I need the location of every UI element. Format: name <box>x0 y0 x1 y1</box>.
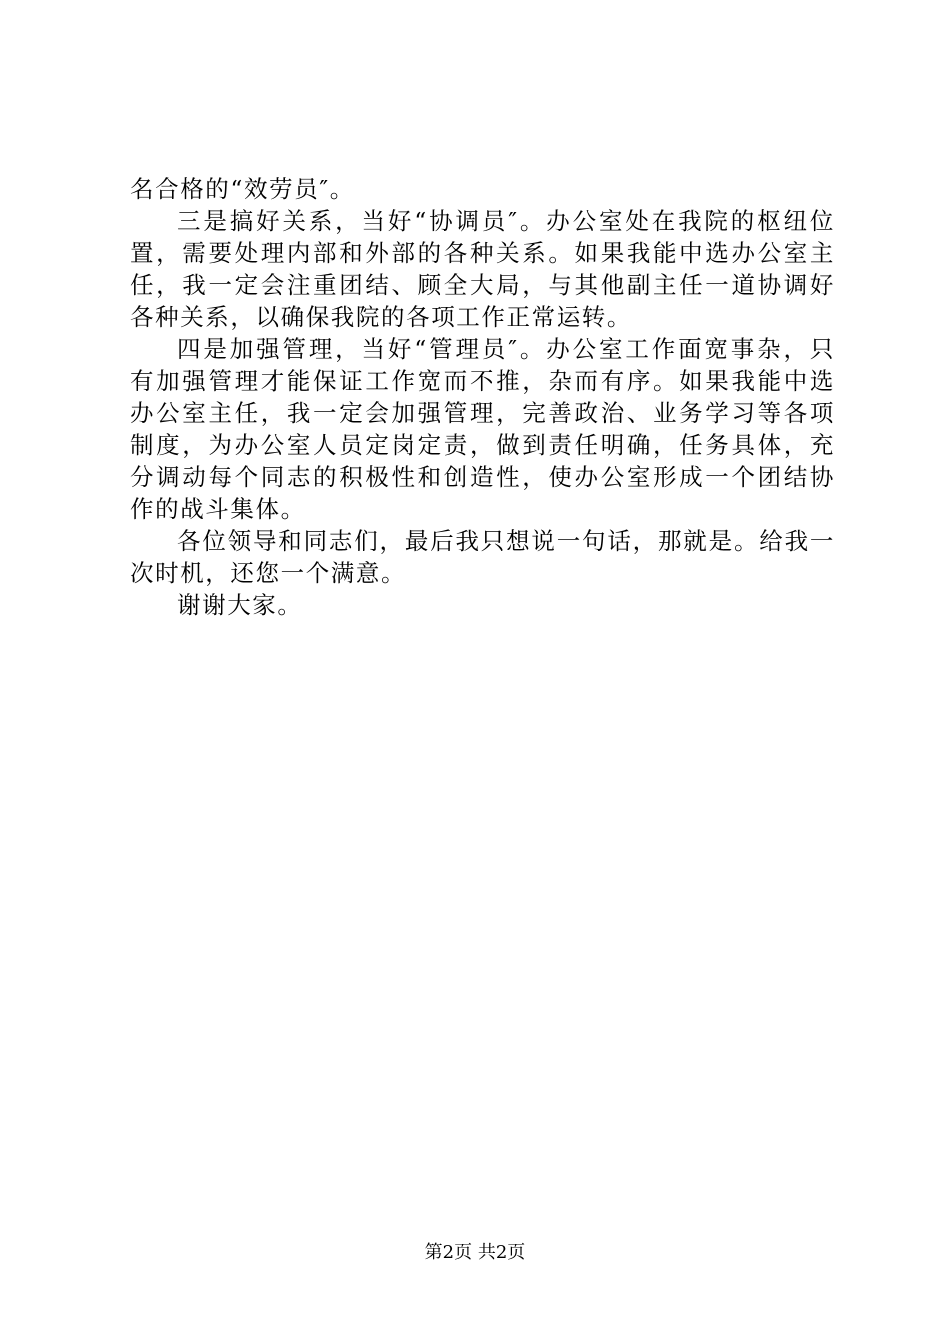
text-line: 有加强管理才能保证工作宽而不推，杂而有序。如果我能中选 <box>130 367 835 395</box>
text-line: 作的战斗集体。 <box>130 495 306 523</box>
text-line: 名合格的“效劳员″。 <box>130 175 355 203</box>
text-line: 任，我一定会注重团结、顾全大局，与其他副主任一道协调好 <box>130 271 835 299</box>
text-line: 各位领导和同志们，最后我只想说一句话，那就是。给我一 <box>177 527 835 555</box>
page-footer: 第2页 共2页 <box>424 1242 526 1263</box>
text-line: 次时机，还您一个满意。 <box>130 559 407 587</box>
text-line: 办公室主任，我一定会加强管理，完善政治、业务学习等各项 <box>130 399 835 427</box>
text-line: 置，需要处理内部和外部的各种关系。如果我能中选办公室主 <box>130 239 835 267</box>
text-line: 谢谢大家。 <box>177 591 303 619</box>
document-body <box>130 173 835 621</box>
text-line: 四是加强管理，当好“管理员″。办公室工作面宽事杂，只 <box>177 335 835 363</box>
text-line: 分调动每个同志的积极性和创造性，使办公室形成一个团结协 <box>130 463 835 491</box>
text-line: 各种关系，以确保我院的各项工作正常运转。 <box>130 303 632 331</box>
text-line: 三是搞好关系，当好“协调员″。办公室处在我院的枢纽位 <box>177 207 835 235</box>
text-line: 制度，为办公室人员定岗定责，做到责任明确，任务具体，充 <box>130 431 835 459</box>
